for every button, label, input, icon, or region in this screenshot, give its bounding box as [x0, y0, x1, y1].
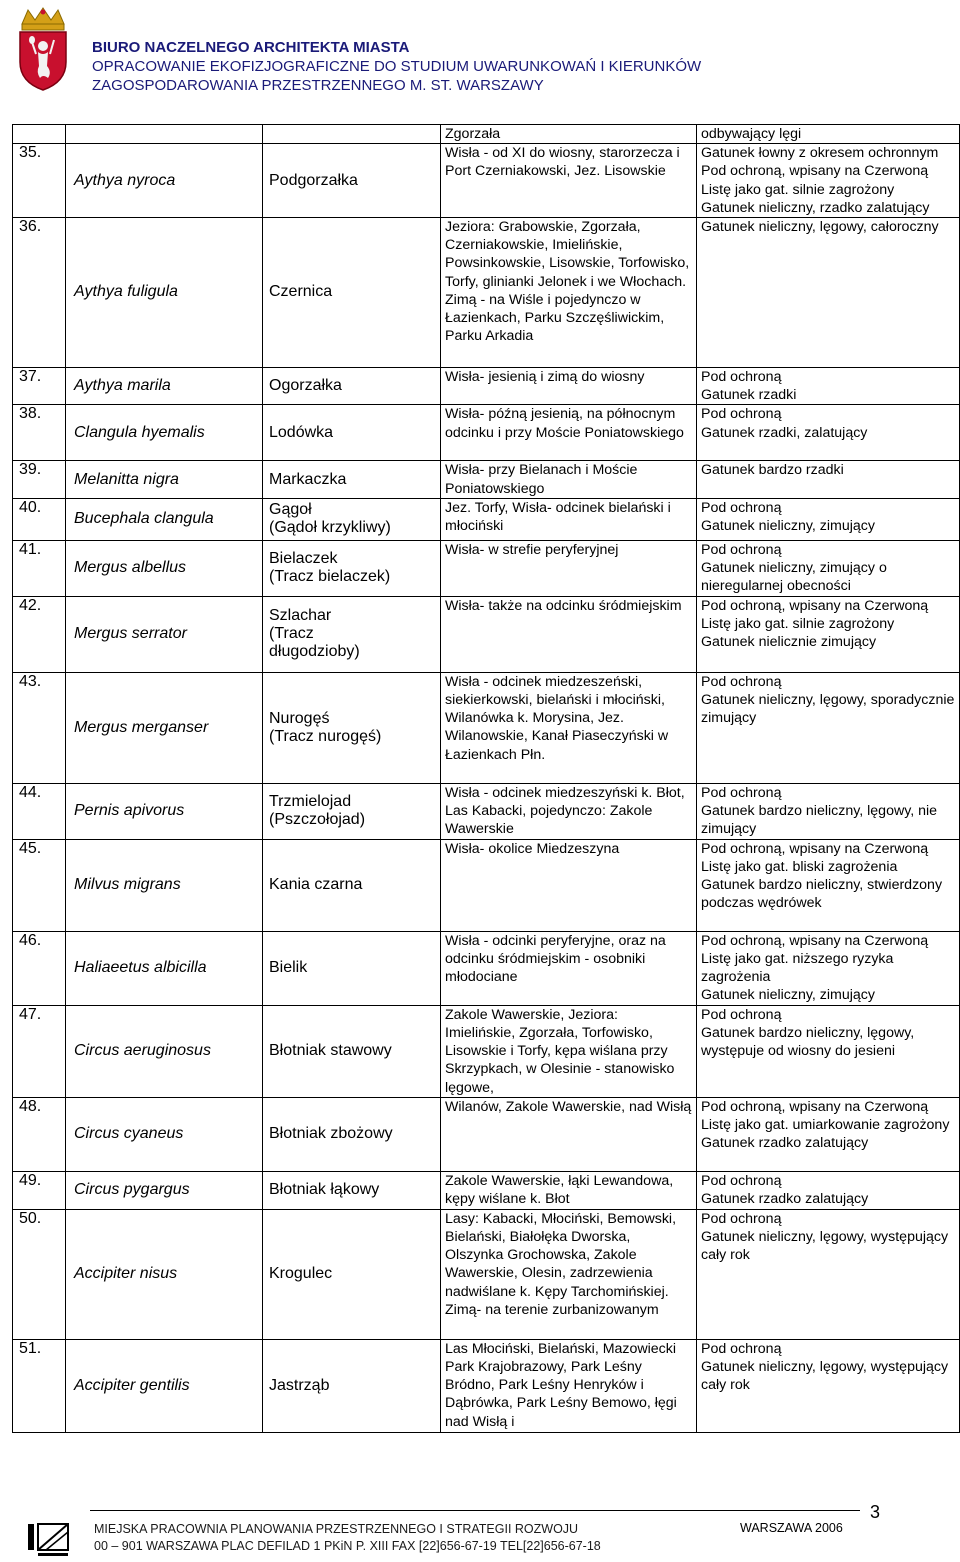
polish-name-text: Jastrząb — [269, 1376, 330, 1394]
row-number-cell — [13, 783, 66, 839]
row-number-text: 41. — [19, 540, 42, 558]
species-table-body — [13, 125, 960, 1433]
polish-name-cell — [263, 498, 441, 540]
latin-name-cell — [66, 839, 263, 931]
location-cell — [441, 461, 697, 498]
status-text: Pod ochroną Gatunek nieliczny, lęgowy, sporadycznie zimujący — [701, 673, 955, 727]
latin-name-cell — [66, 540, 263, 596]
row-number-cell — [13, 596, 66, 672]
polish-name-cell — [263, 1339, 441, 1432]
status-text: Pod ochroną, wpisany na Czerwoną Listę jako gat. niższego ryzyka zagrożenia Gatunek nieliczny, zimujący — [701, 932, 929, 1004]
footer-text — [94, 1521, 601, 1555]
status-cell — [697, 839, 960, 931]
table-row — [13, 1005, 960, 1097]
row-number-text: 35. — [19, 144, 42, 162]
location-text: Zgorzała — [445, 126, 501, 142]
latin-name-cell — [66, 783, 263, 839]
polish-name-text: Bielik — [269, 959, 308, 977]
table-row — [13, 783, 960, 839]
table-row — [13, 368, 960, 405]
latin-name-cell — [66, 1171, 263, 1209]
location-cell — [441, 368, 697, 405]
status-cell — [697, 498, 960, 540]
status-cell — [697, 1209, 960, 1339]
polish-name-cell — [263, 931, 441, 1005]
table-row — [13, 596, 960, 672]
latin-name-text: Mergus merganser — [74, 718, 209, 736]
status-cell — [697, 931, 960, 1005]
row-number-cell — [13, 125, 66, 144]
status-text: Pod ochroną Gatunek bardzo nieliczny, lęgowy, występuje od wiosny do jesieni — [701, 1006, 915, 1060]
status-text: Gatunek łowny z okresem ochronnym Pod ochroną, wpisany na Czerwoną Listę jako gat. silnie zagrożony Gatunek nieliczny, rzadko zalatujący — [701, 145, 939, 216]
polish-name-text: Kania czarna — [269, 876, 363, 894]
location-cell — [441, 1209, 697, 1339]
location-text: Wisła - od XI do wiosny, starorzecza i Port Czerniakowski, Jez. Lisowskie — [445, 145, 680, 180]
polish-name-text: Błotniak stawowy — [269, 1042, 392, 1060]
latin-name-cell — [66, 931, 263, 1005]
location-text: Wisła - odcinki peryferyjne, oraz na odcinku śródmiejskim - osobniki młodociane — [445, 932, 666, 986]
polish-name-cell — [263, 540, 441, 596]
row-number-text: 37. — [19, 368, 42, 386]
latin-name-text: Mergus serrator — [74, 625, 187, 643]
status-cell — [697, 672, 960, 783]
row-number-cell — [13, 1339, 66, 1432]
latin-name-text: Haliaeetus albicilla — [74, 959, 207, 977]
polish-name-cell — [263, 144, 441, 218]
species-table — [12, 124, 960, 1433]
location-cell — [441, 405, 697, 461]
row-number-cell — [13, 498, 66, 540]
latin-name-cell — [66, 1097, 263, 1171]
row-number-text: 51. — [19, 1339, 42, 1357]
polish-name-cell — [263, 1005, 441, 1097]
row-number-text: 48. — [19, 1097, 42, 1115]
table-row — [13, 1339, 960, 1432]
table-row — [13, 498, 960, 540]
row-number-text: 47. — [19, 1005, 42, 1023]
status-text: Pod ochroną Gatunek rzadko zalatujący — [701, 1172, 869, 1208]
location-cell — [441, 540, 697, 596]
latin-name-text: Mergus albellus — [74, 559, 187, 577]
latin-name-text: Aythya nyroca — [74, 171, 176, 189]
header-subtitle-line-2: ZAGOSPODAROWANIA PRZESTRZENNEGO M. ST. WARSZAWY — [92, 77, 544, 94]
status-text: odbywający lęgi — [701, 126, 802, 142]
status-text: Gatunek nieliczny, lęgowy, całoroczny — [701, 219, 939, 236]
latin-name-cell — [66, 1005, 263, 1097]
location-text: Wisła- także na odcinku śródmiejskim — [445, 597, 682, 614]
status-cell — [697, 1339, 960, 1432]
latin-name-text: Accipiter nisus — [74, 1265, 178, 1283]
polish-name-text: Krogulec — [269, 1265, 333, 1283]
location-cell — [441, 596, 697, 672]
row-number-text: 42. — [19, 596, 42, 614]
polish-name-cell — [263, 839, 441, 931]
table-row — [13, 218, 960, 368]
status-cell — [697, 596, 960, 672]
table-row — [13, 461, 960, 498]
footer-line-2: 00 – 901 WARSZAWA PLAC DEFILAD 1 PKiN P. XIII FAX [22]656-67-19 TEL[22]656-67-18 — [94, 1539, 601, 1553]
location-cell — [441, 218, 697, 368]
table-row — [13, 540, 960, 596]
table-row — [13, 931, 960, 1005]
location-cell — [441, 672, 697, 783]
location-text: Wisła - odcinek miedzeszyński k. Błot, Las Kabacki, pojedynczo: Zakole Wawerskie — [445, 784, 685, 838]
status-cell — [697, 144, 960, 218]
location-text: Wilanów, Zakole Wawerskie, nad Wisłą — [445, 1098, 692, 1115]
header-subtitle-line-1: OPRACOWANIE EKOFIZJOGRAFICZNE DO STUDIUM UWARUNKOWAŃ I KIERUNKÓW — [92, 58, 702, 75]
polish-name-text: Szlachar (Tracz długodzioby) — [269, 607, 360, 661]
status-text: Pod ochroną, wpisany na Czerwoną Listę jako gat. umiarkowanie zagrożony Gatunek rzadko zalatujący — [701, 1098, 950, 1152]
location-text: Wisła- przy Bielanach i Moście Poniatowskiego — [445, 462, 638, 497]
location-cell — [441, 1097, 697, 1171]
latin-name-cell — [66, 368, 263, 405]
latin-name-text: Circus cyaneus — [74, 1125, 184, 1143]
location-text: Jeziora: Grabowskie, Zgorzała, Czerniakowskie, Imielińskie, Powsinkowskie, Lisowskie, Torfowisko, Torfy, glinianki Jelonek i we Włochach. Zimą - na Wiśle i pojedynczo w Łazienkach, Parku Szczęśliwickim, Parku Arkadia — [445, 219, 690, 345]
table-row — [13, 125, 960, 144]
location-text: Wisła- w strefie peryferyjnej — [445, 541, 619, 558]
status-cell — [697, 125, 960, 144]
polish-name-text: Ogorzałka — [269, 377, 342, 395]
latin-name-cell — [66, 672, 263, 783]
latin-name-cell — [66, 461, 263, 498]
latin-name-text: Milvus migrans — [74, 876, 181, 894]
row-number-cell — [13, 839, 66, 931]
polish-name-text: Markaczka — [269, 470, 347, 488]
status-text: Pod ochroną, wpisany na Czerwoną Listę jako gat. bliski zagrożenia Gatunek bardzo nieliczny, stwierdzony podczas wędrówek — [701, 840, 943, 912]
table-row — [13, 1097, 960, 1171]
status-text: Pod ochroną, wpisany na Czerwoną Listę jako gat. silnie zagrożony Gatunek nielicznie zimujący — [701, 597, 929, 651]
location-text: Wisła- późną jesienią, na północnym odcinku i przy Moście Poniatowskiego — [445, 406, 684, 441]
table-row — [13, 1209, 960, 1339]
latin-name-cell — [66, 218, 263, 368]
row-number-cell — [13, 672, 66, 783]
latin-name-cell — [66, 596, 263, 672]
polish-name-text: Nurogęś (Tracz nurogęś) — [269, 709, 382, 745]
row-number-cell — [13, 218, 66, 368]
table-row — [13, 144, 960, 218]
polish-name-cell — [263, 1209, 441, 1339]
row-number-cell — [13, 1005, 66, 1097]
polish-name-text: Podgorzałka — [269, 171, 358, 189]
page-number: 3 — [870, 1502, 881, 1522]
location-text: Las Młociński, Bielański, Mazowiecki Park Krajobrazowy, Park Leśny Bródno, Park Leśny Henryków i Dąbrówka, Park Leśny Bemowo, łęgi nad Wisłą i — [445, 1340, 677, 1430]
location-cell — [441, 783, 697, 839]
location-text: Zakole Wawerskie, Jeziora: Imielińskie, Zgorzała, Torfowisko, Lisowskie i Torfy, kępa wiślana przy Skrzypkach, w Olesinie - stanowisko lęgowe, — [445, 1006, 675, 1096]
location-cell — [441, 1339, 697, 1432]
latin-name-cell — [66, 125, 263, 144]
latin-name-text: Circus aeruginosus — [74, 1042, 211, 1060]
status-text: Pod ochroną Gatunek nieliczny, zimujący o nieregularnej obecności — [701, 541, 887, 595]
table-row — [13, 839, 960, 931]
warsaw-crest-icon — [14, 6, 72, 92]
latin-name-text: Circus pygargus — [74, 1181, 190, 1199]
row-number-text: 36. — [19, 218, 42, 236]
row-number-cell — [13, 461, 66, 498]
location-cell — [441, 1005, 697, 1097]
status-cell — [697, 218, 960, 368]
status-text: Pod ochroną Gatunek nieliczny, lęgowy, występujący cały rok — [701, 1210, 949, 1264]
latin-name-cell — [66, 144, 263, 218]
status-cell — [697, 783, 960, 839]
location-cell — [441, 144, 697, 218]
latin-name-text: Clangula hyemalis — [74, 423, 205, 441]
row-number-cell — [13, 1171, 66, 1209]
latin-name-text: Melanitta nigra — [74, 470, 179, 488]
status-cell — [697, 540, 960, 596]
table-row — [13, 1171, 960, 1209]
latin-name-text: Aythya marila — [74, 377, 171, 395]
location-cell — [441, 839, 697, 931]
status-cell — [697, 405, 960, 461]
location-text: Lasy: Kabacki, Młociński, Bemowski, Bielański, Białołęka Dworska, Olszynka Grochowska, Zakole Wawerskie, Olesin, zadrzewienia nadwiślane k. Kępy Tarchomińskiej. Zimą- na terenie zurbanizowanym — [445, 1210, 677, 1318]
polish-name-cell — [263, 596, 441, 672]
location-text: Wisła - odcinek miedzeszeński, siekierkowski, bielański i młociński, Wilanówka k. Morysina, Jez. Wilanowskie, Kanał Piaseczyński w Łazienkach Płn. — [445, 673, 669, 763]
status-text: Pod ochroną Gatunek nieliczny, zimujący — [701, 499, 875, 535]
location-text: Wisła- okolice Miedzeszyna — [445, 840, 620, 857]
location-cell — [441, 125, 697, 144]
page-header — [0, 0, 960, 110]
row-number-cell — [13, 144, 66, 218]
polish-name-cell — [263, 783, 441, 839]
row-number-text: 49. — [19, 1171, 42, 1189]
footer-divider — [90, 1510, 860, 1511]
polish-name-text: Błotniak łąkowy — [269, 1181, 380, 1199]
table-row — [13, 672, 960, 783]
polish-name-cell — [263, 1097, 441, 1171]
polish-name-cell — [263, 461, 441, 498]
polish-name-cell — [263, 368, 441, 405]
status-text: Pod ochroną Gatunek bardzo nieliczny, lęgowy, nie zimujący — [701, 784, 938, 838]
row-number-cell — [13, 931, 66, 1005]
row-number-cell — [13, 405, 66, 461]
header-title: BIURO NACZELNEGO ARCHITEKTA MIASTA — [92, 39, 410, 56]
status-text: Pod ochroną Gatunek rzadki, zalatujący — [701, 406, 868, 441]
status-cell — [697, 1097, 960, 1171]
row-number-cell — [13, 1209, 66, 1339]
footer-line-1: MIEJSKA PRACOWNIA PLANOWANIA PRZESTRZENNEGO I STRATEGII ROZWOJU — [94, 1522, 579, 1536]
location-cell — [441, 498, 697, 540]
polish-name-cell — [263, 1171, 441, 1209]
row-number-text: 45. — [19, 839, 42, 857]
row-number-text: 39. — [19, 461, 42, 479]
row-number-text: 43. — [19, 672, 42, 690]
row-number-text: 44. — [19, 783, 42, 801]
row-number-text: 40. — [19, 498, 42, 516]
polish-name-text: Lodówka — [269, 423, 334, 441]
polish-name-cell — [263, 405, 441, 461]
status-cell — [697, 368, 960, 405]
pracownia-logo-icon — [26, 1522, 72, 1558]
latin-name-text: Accipiter gentilis — [74, 1376, 190, 1394]
latin-name-text: Pernis apivorus — [74, 802, 185, 820]
location-cell — [441, 931, 697, 1005]
location-text: Zakole Wawerskie, łąki Lewandowa, kępy wiślane k. Błot — [445, 1172, 674, 1208]
latin-name-cell — [66, 498, 263, 540]
polish-name-text: Gągoł (Gądoł krzykliwy) — [269, 501, 391, 537]
polish-name-cell — [263, 218, 441, 368]
row-number-text: 46. — [19, 931, 42, 949]
latin-name-cell — [66, 405, 263, 461]
latin-name-text: Bucephala clangula — [74, 510, 214, 528]
row-number-text: 38. — [19, 405, 42, 423]
status-text: Pod ochroną Gatunek nieliczny, lęgowy, występujący cały rok — [701, 1340, 949, 1394]
latin-name-cell — [66, 1339, 263, 1432]
latin-name-text: Aythya fuligula — [74, 283, 178, 301]
status-cell — [697, 1171, 960, 1209]
location-text: Wisła- jesienią i zimą do wiosny — [445, 369, 645, 386]
polish-name-text: Trzmielojad (Pszczołojad) — [269, 793, 366, 829]
header-text — [92, 38, 701, 95]
row-number-text: 50. — [19, 1209, 42, 1227]
table-row — [13, 405, 960, 461]
row-number-cell — [13, 368, 66, 405]
polish-name-text: Błotniak zbożowy — [269, 1125, 393, 1143]
row-number-cell — [13, 540, 66, 596]
latin-name-cell — [66, 1209, 263, 1339]
polish-name-text: Czernica — [269, 283, 333, 301]
polish-name-text: Bielaczek (Tracz bielaczek) — [269, 550, 391, 586]
status-cell — [697, 1005, 960, 1097]
row-number-cell — [13, 1097, 66, 1171]
status-cell — [697, 461, 960, 498]
status-text: Gatunek bardzo rzadki — [701, 462, 844, 479]
footer-year: WARSZAWA 2006 — [740, 1521, 843, 1535]
polish-name-cell — [263, 125, 441, 144]
location-text: Jez. Torfy, Wisła- odcinek bielański i młociński — [445, 499, 671, 535]
location-cell — [441, 1171, 697, 1209]
polish-name-cell — [263, 672, 441, 783]
status-text: Pod ochroną Gatunek rzadki — [701, 369, 797, 404]
